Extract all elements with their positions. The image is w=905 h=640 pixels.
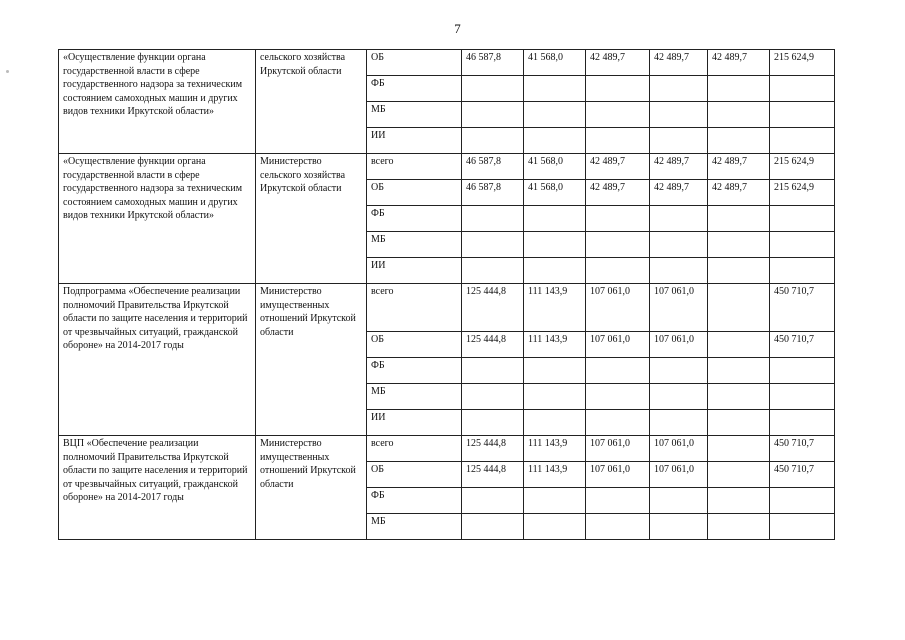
funding-source-cell: МБ xyxy=(367,232,462,258)
year-value-cell xyxy=(462,76,524,102)
year-value-cell xyxy=(524,102,586,128)
year-value-cell: 46 587,8 xyxy=(462,50,524,76)
year-value-cell xyxy=(462,488,524,514)
year-value-cell xyxy=(650,358,708,384)
year-value-cell: 107 061,0 xyxy=(586,284,650,332)
table-body xyxy=(59,50,835,540)
scan-dot xyxy=(6,70,9,73)
year-value-cell xyxy=(708,358,770,384)
executor-cell: Министерство имущественных отношений Иркутской области xyxy=(256,284,367,436)
year-value-cell xyxy=(586,384,650,410)
year-value-cell xyxy=(462,258,524,284)
year-value-cell xyxy=(650,232,708,258)
year-value-cell xyxy=(524,410,586,436)
year-value-cell xyxy=(462,514,524,540)
year-value-cell xyxy=(708,384,770,410)
year-value-cell xyxy=(650,410,708,436)
year-value-cell xyxy=(524,358,586,384)
total-value-cell xyxy=(770,102,835,128)
total-value-cell: 215 624,9 xyxy=(770,180,835,206)
table-row xyxy=(59,436,835,462)
year-value-cell xyxy=(650,206,708,232)
program-name-cell: «Осуществление функции органа государственной власти в сфере государственного надзора за техническим состоянием самоходных машин и других видов техники Иркутской области» xyxy=(59,50,256,154)
year-value-cell xyxy=(524,384,586,410)
total-value-cell xyxy=(770,410,835,436)
year-value-cell xyxy=(650,258,708,284)
year-value-cell: 111 143,9 xyxy=(524,436,586,462)
year-value-cell: 107 061,0 xyxy=(650,284,708,332)
program-name-cell: «Осуществление функции органа государственной власти в сфере государственного надзора за техническим состоянием самоходных машин и других видов техники Иркутской области» xyxy=(59,154,256,284)
year-value-cell xyxy=(708,410,770,436)
year-value-cell xyxy=(586,232,650,258)
total-value-cell: 450 710,7 xyxy=(770,462,835,488)
year-value-cell xyxy=(586,128,650,154)
funding-source-cell: МБ xyxy=(367,514,462,540)
year-value-cell xyxy=(524,232,586,258)
total-value-cell xyxy=(770,128,835,154)
funding-source-cell: ОБ xyxy=(367,462,462,488)
year-value-cell xyxy=(462,410,524,436)
year-value-cell xyxy=(462,232,524,258)
year-value-cell xyxy=(708,462,770,488)
total-value-cell xyxy=(770,384,835,410)
year-value-cell xyxy=(462,384,524,410)
funding-source-cell: ФБ xyxy=(367,76,462,102)
year-value-cell xyxy=(708,232,770,258)
executor-cell: Министерство имущественных отношений Иркутской области xyxy=(256,436,367,540)
year-value-cell xyxy=(708,102,770,128)
page-number: 7 xyxy=(454,21,461,36)
year-value-cell xyxy=(524,206,586,232)
year-value-cell xyxy=(462,358,524,384)
year-value-cell xyxy=(708,258,770,284)
year-value-cell xyxy=(462,206,524,232)
year-value-cell xyxy=(462,128,524,154)
year-value-cell xyxy=(708,332,770,358)
year-value-cell xyxy=(650,102,708,128)
program-name-cell: ВЦП «Обеспечение реализации полномочий Правительства Иркутской области по защите населения и территорий от чрезвычайных ситуаций, гражданской обороне» на 2014-2017 годы xyxy=(59,436,256,540)
year-value-cell: 107 061,0 xyxy=(586,462,650,488)
year-value-cell: 41 568,0 xyxy=(524,154,586,180)
total-value-cell xyxy=(770,358,835,384)
year-value-cell xyxy=(586,410,650,436)
budget-table xyxy=(58,49,835,540)
table-row xyxy=(59,154,835,180)
total-value-cell: 450 710,7 xyxy=(770,284,835,332)
year-value-cell xyxy=(650,128,708,154)
year-value-cell xyxy=(586,258,650,284)
year-value-cell: 42 489,7 xyxy=(586,50,650,76)
year-value-cell xyxy=(650,384,708,410)
year-value-cell: 125 444,8 xyxy=(462,436,524,462)
year-value-cell xyxy=(708,284,770,332)
year-value-cell: 42 489,7 xyxy=(586,154,650,180)
total-value-cell xyxy=(770,206,835,232)
year-value-cell: 107 061,0 xyxy=(586,436,650,462)
funding-source-cell: ОБ xyxy=(367,50,462,76)
funding-source-cell: ФБ xyxy=(367,488,462,514)
total-value-cell: 450 710,7 xyxy=(770,332,835,358)
year-value-cell xyxy=(708,206,770,232)
total-value-cell xyxy=(770,488,835,514)
executor-cell: Министерство сельского хозяйства Иркутской области xyxy=(256,154,367,284)
year-value-cell xyxy=(524,258,586,284)
table-row xyxy=(59,284,835,332)
table-row xyxy=(59,50,835,76)
year-value-cell: 111 143,9 xyxy=(524,284,586,332)
year-value-cell xyxy=(650,488,708,514)
total-value-cell xyxy=(770,232,835,258)
year-value-cell: 111 143,9 xyxy=(524,462,586,488)
year-value-cell: 111 143,9 xyxy=(524,332,586,358)
year-value-cell: 42 489,7 xyxy=(708,154,770,180)
year-value-cell: 42 489,7 xyxy=(708,180,770,206)
year-value-cell: 46 587,8 xyxy=(462,154,524,180)
year-value-cell: 107 061,0 xyxy=(650,332,708,358)
total-value-cell xyxy=(770,258,835,284)
year-value-cell: 42 489,7 xyxy=(586,180,650,206)
year-value-cell xyxy=(524,76,586,102)
funding-source-cell: ФБ xyxy=(367,358,462,384)
year-value-cell xyxy=(524,128,586,154)
year-value-cell xyxy=(708,488,770,514)
funding-source-cell: всего xyxy=(367,284,462,332)
year-value-cell: 107 061,0 xyxy=(650,462,708,488)
year-value-cell: 41 568,0 xyxy=(524,180,586,206)
year-value-cell xyxy=(708,514,770,540)
funding-source-cell: ОБ xyxy=(367,180,462,206)
funding-source-cell: ОБ xyxy=(367,332,462,358)
year-value-cell: 125 444,8 xyxy=(462,462,524,488)
funding-source-cell: всего xyxy=(367,154,462,180)
year-value-cell xyxy=(462,102,524,128)
funding-source-cell: ФБ xyxy=(367,206,462,232)
total-value-cell: 450 710,7 xyxy=(770,436,835,462)
funding-source-cell: МБ xyxy=(367,384,462,410)
year-value-cell: 125 444,8 xyxy=(462,284,524,332)
year-value-cell xyxy=(524,488,586,514)
year-value-cell xyxy=(586,206,650,232)
total-value-cell xyxy=(770,76,835,102)
year-value-cell: 125 444,8 xyxy=(462,332,524,358)
funding-source-cell: ИИ xyxy=(367,258,462,284)
year-value-cell xyxy=(708,436,770,462)
funding-source-cell: МБ xyxy=(367,102,462,128)
year-value-cell xyxy=(708,76,770,102)
year-value-cell xyxy=(524,514,586,540)
year-value-cell xyxy=(586,358,650,384)
funding-source-cell: ИИ xyxy=(367,128,462,154)
year-value-cell: 42 489,7 xyxy=(650,50,708,76)
funding-source-cell: ИИ xyxy=(367,410,462,436)
year-value-cell: 46 587,8 xyxy=(462,180,524,206)
year-value-cell xyxy=(708,128,770,154)
program-name-cell: Подпрограмма «Обеспечение реализации полномочий Правительства Иркутской области по защите населения и территорий от чрезвычайных ситуаций, гражданской обороне» на 2014-2017 годы xyxy=(59,284,256,436)
year-value-cell: 107 061,0 xyxy=(650,436,708,462)
year-value-cell: 42 489,7 xyxy=(708,50,770,76)
total-value-cell xyxy=(770,514,835,540)
executor-cell: сельского хозяйства Иркутской области xyxy=(256,50,367,154)
year-value-cell xyxy=(586,76,650,102)
year-value-cell xyxy=(586,488,650,514)
year-value-cell: 107 061,0 xyxy=(586,332,650,358)
year-value-cell xyxy=(650,514,708,540)
year-value-cell: 42 489,7 xyxy=(650,154,708,180)
year-value-cell: 41 568,0 xyxy=(524,50,586,76)
year-value-cell xyxy=(650,76,708,102)
total-value-cell: 215 624,9 xyxy=(770,154,835,180)
year-value-cell xyxy=(586,102,650,128)
total-value-cell: 215 624,9 xyxy=(770,50,835,76)
funding-source-cell: всего xyxy=(367,436,462,462)
year-value-cell: 42 489,7 xyxy=(650,180,708,206)
year-value-cell xyxy=(586,514,650,540)
